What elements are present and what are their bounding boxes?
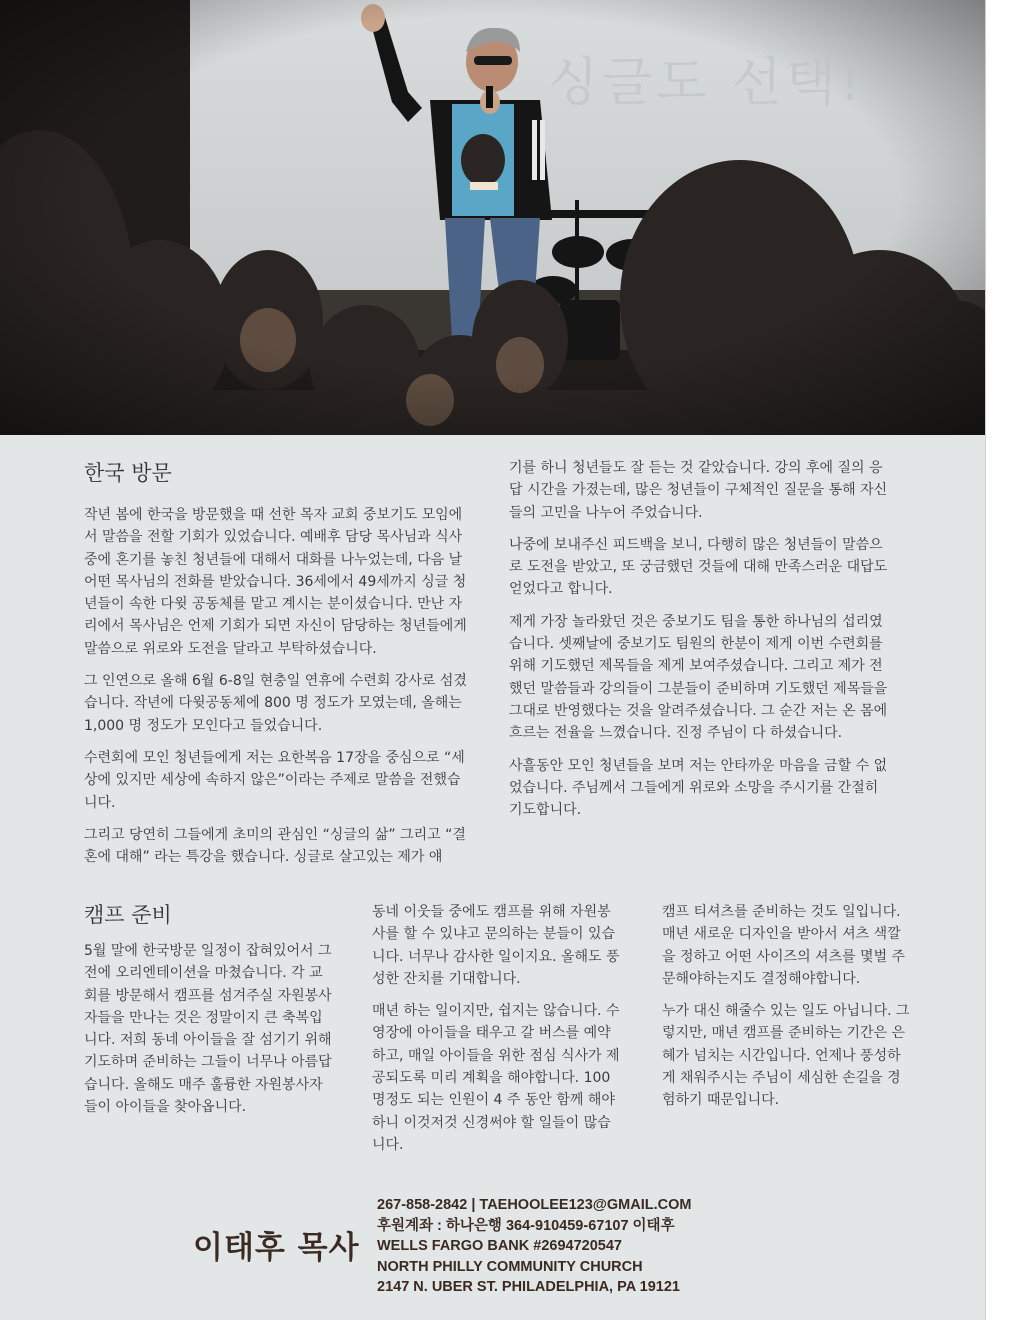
- contact-church: NORTH PHILLY COMMUNITY CHURCH: [377, 1258, 643, 1275]
- paragraph: 나중에 보내주신 피드백을 보니, 다행히 많은 청년들이 말씀으로 도전을 받았고, 또 궁금했던 것들에 대해 만족스러운 대답도 얻었다고 합니다.: [509, 536, 888, 598]
- camp-prep-column-1: [84, 902, 334, 1128]
- contact-address: 2147 N. UBER ST. PHILADELPHIA, PA 19121: [377, 1279, 680, 1295]
- page-edge: [985, 0, 992, 1320]
- paragraph: 동네 이웃들 중에도 캠프를 위해 자원봉사를 할 수 있냐고 문의하는 분들이 있습니다. 너무나 감사한 일이지요. 올해도 풍성한 잔치를 기대합니다.: [372, 904, 620, 987]
- camp-prep-heading: 캠프 준비: [84, 903, 172, 927]
- paragraph: 캠프 티셔츠를 준비하는 것도 일입니다. 매년 새로운 디자인을 받아서 셔츠 색깔을 정하고 어떤 사이즈의 셔츠를 몇벌 주문해야하는지도 결정해야합니다.: [662, 904, 906, 987]
- paragraph: 수련회에 모인 청년들에게 저는 요한복음 17장을 중심으로 “세상에 있지만 세상에 속하지 않은”이라는 주제로 말씀을 전했습니다.: [84, 749, 465, 811]
- contact-phone-email: 267-858-2842 | TAEHOOLEE123@GMAIL.COM: [377, 1197, 692, 1213]
- paragraph: 그리고 당연히 그들에게 초미의 관심인 “싱글의 삶” 그리고 “결혼에 대해” 라는 특강을 했습니다. 싱글로 살고있는 제가 얘: [84, 826, 466, 866]
- paragraph: 그 인연으로 올해 6월 6-8일 현충일 연휴에 수련회 강사로 섬겼습니다. 작년에 다윗공동체에 800 명 정도가 모였는데, 올해는 1,000 명 정도가 모인다고 들었습니다.: [84, 673, 467, 734]
- paragraph: 매년 하는 일이지만, 쉽지는 않습니다. 수영장에 아이들을 태우고 갈 버스를 예약하고, 매일 아이들을 위한 점심 식사가 제공되도록 미리 계획을 해야합니다. 100 명정도 되는 인원이 4 주 동안 함께 해야하니 이것저것 신경써야 할 일들이 많습니다.: [372, 1003, 620, 1153]
- slide-title-text: 싱글도 선택!: [548, 53, 865, 113]
- contact-block: [377, 1195, 691, 1298]
- paragraph: 사흘동안 모인 청년들을 보며 저는 안타까운 마음을 금할 수 없었습니다. 주님께서 그들에게 위로와 소망을 주시기를 간절히 기도합니다.: [509, 757, 888, 819]
- contact-donation-account: 후원계좌 : 하나은행 364-910459-67107 이태후: [377, 1217, 675, 1234]
- contact-bank: WELLS FARGO BANK #2694720547: [377, 1238, 622, 1254]
- paragraph: 기를 하니 청년들도 잘 듣는 것 같았습니다. 강의 후에 질의 응답 시간을 가졌는데, 많은 청년들이 구체적인 질문을 통해 자신들의 고민을 나누어 주었습니다.: [509, 460, 888, 521]
- camp-prep-column-2: [372, 901, 622, 1166]
- author-name: 이태후 목사: [193, 1230, 360, 1266]
- paragraph: 작년 봄에 한국을 방문했을 때 선한 목자 교회 중보기도 모임에서 말씀을 전할 기회가 있었습니다. 예배후 담당 목사님과 식사 중에 혼기를 놓친 청년들에 대해서 대화를 나누었는데, 다음 날 어떤 목사님의 전화를 받았습니다. 36세에서 49세까지 싱글 청년들이 속한 다윗 공동체를 맡고 계시는 분이셨습니다. 만난 자리에서 목사님은 언제 기회가 되면 자신이 담당하는 청년들에게 말씀으로 위로와 도전을 달라고 부탁하셨습니다.: [84, 507, 467, 657]
- korea-visit-heading: 한국 방문: [84, 461, 172, 485]
- paragraph: 5월 말에 한국방문 일정이 잡혀있어서 그 전에 오리엔테이션을 마쳤습니다. 각 교회를 방문해서 캠프를 섬겨주실 자원봉사자들을 만나는 것은 정말이지 큰 축복입니다. 저희 동네 아이들을 잘 섬기기 위해 기도하며 준비하는 그들이 너무나 아름답습니다. 올해도 매주 훌륭한 자원봉사자들이 아이들을 찾아옵니다.: [84, 943, 332, 1116]
- korea-visit-continued-column: [509, 457, 894, 831]
- paragraph: 제게 가장 놀라왔던 것은 중보기도 팀을 통한 하나님의 섭리였습니다. 셋째날에 중보기도 팀원의 한분이 제게 이번 수련회를 위해 기도했던 제목들을 제게 보여주셨습니다. 그리고 제가 전했던 말씀들과 강의들이 그분들이 준비하며 기도했던 제목들을 그대로 반영했다는 것을 알려주셨습니다. 그 순간 저는 온 몸에 흐르는 전율을 느꼈습니다. 진정 주님이 다 하셨습니다.: [509, 613, 888, 742]
- speaker-photo: [0, 0, 985, 435]
- korea-visit-column: [84, 460, 469, 878]
- paragraph: 누가 대신 해줄수 있는 일도 아닙니다. 그렇지만, 매년 캠프를 준비하는 기간은 은혜가 넘치는 시간입니다. 언제나 풍성하게 채워주시는 주님이 세심한 손길을 경험하기 때문입니다.: [662, 1003, 910, 1109]
- camp-prep-column-3: [662, 901, 912, 1122]
